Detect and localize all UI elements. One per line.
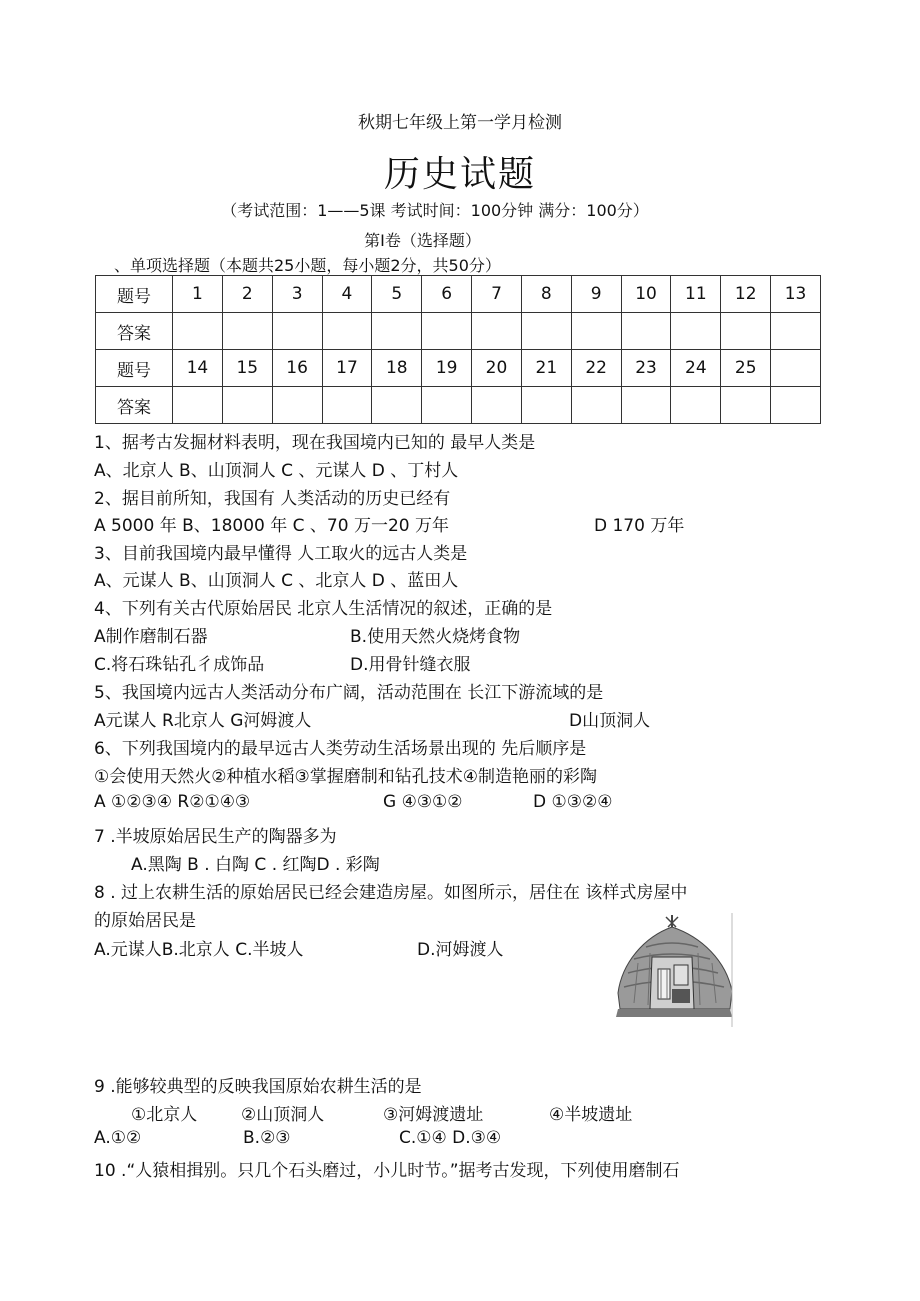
question-8-option-d: D.河姆渡人: [417, 940, 504, 960]
page-title: 历史试题: [383, 154, 536, 195]
answer-cell[interactable]: [521, 313, 571, 350]
answer-cell[interactable]: [621, 313, 671, 350]
table-row: [96, 350, 821, 387]
question-9-item-3: ③河姆渡遗址: [383, 1105, 484, 1125]
question-2-stem: 2、据目前所知，我国有 人类活动的历史已经有: [94, 489, 451, 509]
exam-info: （考试范围：1——5课 考试时间：100分钟 满分：100分）: [221, 201, 649, 220]
answer-cell[interactable]: [422, 313, 472, 350]
answer-cell[interactable]: [621, 387, 671, 424]
answer-cell[interactable]: [721, 313, 771, 350]
question-number-cell: 2: [222, 276, 272, 313]
question-number-cell: 21: [521, 350, 571, 387]
exam-supertitle: 秋期七年级上第一学月检测: [358, 113, 562, 133]
question-3-stem: 3、目前我国境内最早懂得 人工取火的远古人类是: [94, 544, 468, 564]
answer-cell[interactable]: [671, 313, 721, 350]
question-number-cell: 4: [322, 276, 372, 313]
volume-heading: 第Ⅰ卷（选择题）: [364, 231, 481, 250]
answer-cell[interactable]: [372, 313, 422, 350]
question-9-option-b: B.②③: [243, 1128, 291, 1148]
question-9-item-1: ①北京人: [131, 1105, 198, 1125]
question-9-item-4: ④半坡遗址: [549, 1105, 633, 1125]
answer-cell[interactable]: [173, 387, 223, 424]
answer-cell[interactable]: [571, 313, 621, 350]
question-4-option-c: C.将石珠钻孔彳成饰品: [94, 655, 265, 675]
question-4-option-b: B.使用天然火烧烤食物: [350, 627, 521, 647]
question-8-options-abc: A.元谋人B.北京人 C.半坡人: [94, 940, 304, 960]
question-number-cell: 23: [621, 350, 671, 387]
question-7-stem: 7 .半坡原始居民生产的陶器多为: [94, 827, 337, 847]
question-7-options: A.黑陶 B . 白陶 C . 红陶D . 彩陶: [131, 855, 380, 875]
question-number-cell: 19: [422, 350, 472, 387]
question-9-stem: 9 .能够较典型的反映我国原始农耕生活的是: [94, 1077, 422, 1097]
row-label: 答案: [96, 387, 173, 424]
answer-cell[interactable]: [322, 313, 372, 350]
table-row: [96, 276, 821, 313]
answer-cell[interactable]: [671, 387, 721, 424]
question-5-stem: 5、我国境内远古人类活动分布广阔，活动范围在 长江下游流域的是: [94, 683, 604, 703]
answer-cell[interactable]: [222, 313, 272, 350]
answer-cell[interactable]: [372, 387, 422, 424]
section-heading: 、单项选择题（本题共25小题，每小题2分，共50分）: [114, 256, 501, 275]
answer-cell[interactable]: [771, 313, 821, 350]
question-number-cell: 3: [272, 276, 322, 313]
question-9-options-cd: C.①④ D.③④: [399, 1128, 502, 1148]
question-number-cell: 13: [771, 276, 821, 313]
answer-cell[interactable]: [472, 387, 522, 424]
answer-cell[interactable]: [721, 387, 771, 424]
question-number-cell: 1: [173, 276, 223, 313]
answer-cell[interactable]: [272, 313, 322, 350]
question-10-stem: 10 .“人猿相揖别。只几个石头磨过，小儿时节。”据考古发现，下列使用磨制石: [94, 1161, 680, 1181]
question-number-cell: 20: [472, 350, 522, 387]
question-number-cell: 14: [173, 350, 223, 387]
question-number-cell: 7: [472, 276, 522, 313]
answer-table: [95, 275, 821, 424]
question-6-option-c: G ④③①②: [383, 792, 463, 812]
question-number-cell: 17: [322, 350, 372, 387]
question-5-options-abc: A元谋人 R北京人 G河姆渡人: [94, 711, 312, 731]
question-number-cell: 25: [721, 350, 771, 387]
question-8-stem-continued: 的原始居民是: [94, 911, 196, 931]
question-4-stem: 4、下列有关古代原始居民 北京人生活情况的叙述，正确的是: [94, 599, 553, 619]
question-4-option-d: D.用骨针缝衣服: [350, 655, 471, 675]
answer-cell[interactable]: [472, 313, 522, 350]
answer-cell[interactable]: [521, 387, 571, 424]
row-label: 答案: [96, 313, 173, 350]
question-number-cell: 8: [521, 276, 571, 313]
question-1-stem: 1、据考古发掘材料表明，现在我国境内已知的 最早人类是: [94, 433, 536, 453]
question-number-cell: 6: [422, 276, 472, 313]
table-row: [96, 387, 821, 424]
question-5-option-d: D山顶洞人: [569, 711, 651, 731]
row-label: 题号: [96, 350, 173, 387]
round-hut-illustration: [614, 913, 738, 1027]
question-number-cell: 5: [372, 276, 422, 313]
question-number-cell: 24: [671, 350, 721, 387]
answer-cell[interactable]: [771, 387, 821, 424]
answer-cell[interactable]: [173, 313, 223, 350]
question-1-options: A、北京人 B、山顶洞人 C 、元谋人 D 、丁村人: [94, 461, 459, 481]
question-number-cell: 11: [671, 276, 721, 313]
answer-cell[interactable]: [272, 387, 322, 424]
question-number-cell: [771, 350, 821, 387]
question-number-cell: 9: [571, 276, 621, 313]
question-2-option-d: D 170 万年: [594, 516, 685, 536]
question-4-option-a: A制作磨制石器: [94, 627, 208, 647]
question-6-stem: 6、下列我国境内的最早远古人类劳动生活场景出现的 先后顺序是: [94, 739, 587, 759]
answer-cell[interactable]: [571, 387, 621, 424]
question-3-options: A、元谋人 B、山顶洞人 C 、北京人 D 、蓝田人: [94, 571, 459, 591]
question-6-items: ①会使用天然火②种植水稻③掌握磨制和钻孔技术④制造艳丽的彩陶: [94, 767, 597, 787]
question-9-item-2: ②山顶洞人: [241, 1105, 325, 1125]
question-8-stem: 8 . 过上农耕生活的原始居民已经会建造房屋。如图所示，居住在 该样式房屋中: [94, 883, 688, 903]
answer-cell[interactable]: [222, 387, 272, 424]
question-number-cell: 22: [571, 350, 621, 387]
question-6-options-ab: A ①②③④ R②①④③: [94, 792, 251, 812]
question-number-cell: 18: [372, 350, 422, 387]
table-row: [96, 313, 821, 350]
question-9-option-a: A.①②: [94, 1128, 142, 1148]
question-2-options-abc: A 5000 年 B、18000 年 C 、70 万一20 万年: [94, 516, 449, 536]
question-number-cell: 15: [222, 350, 272, 387]
answer-cell[interactable]: [322, 387, 372, 424]
question-number-cell: 12: [721, 276, 771, 313]
answer-cell[interactable]: [422, 387, 472, 424]
question-6-option-d: D ①③②④: [533, 792, 613, 812]
question-number-cell: 10: [621, 276, 671, 313]
row-label: 题号: [96, 276, 173, 313]
question-number-cell: 16: [272, 350, 322, 387]
